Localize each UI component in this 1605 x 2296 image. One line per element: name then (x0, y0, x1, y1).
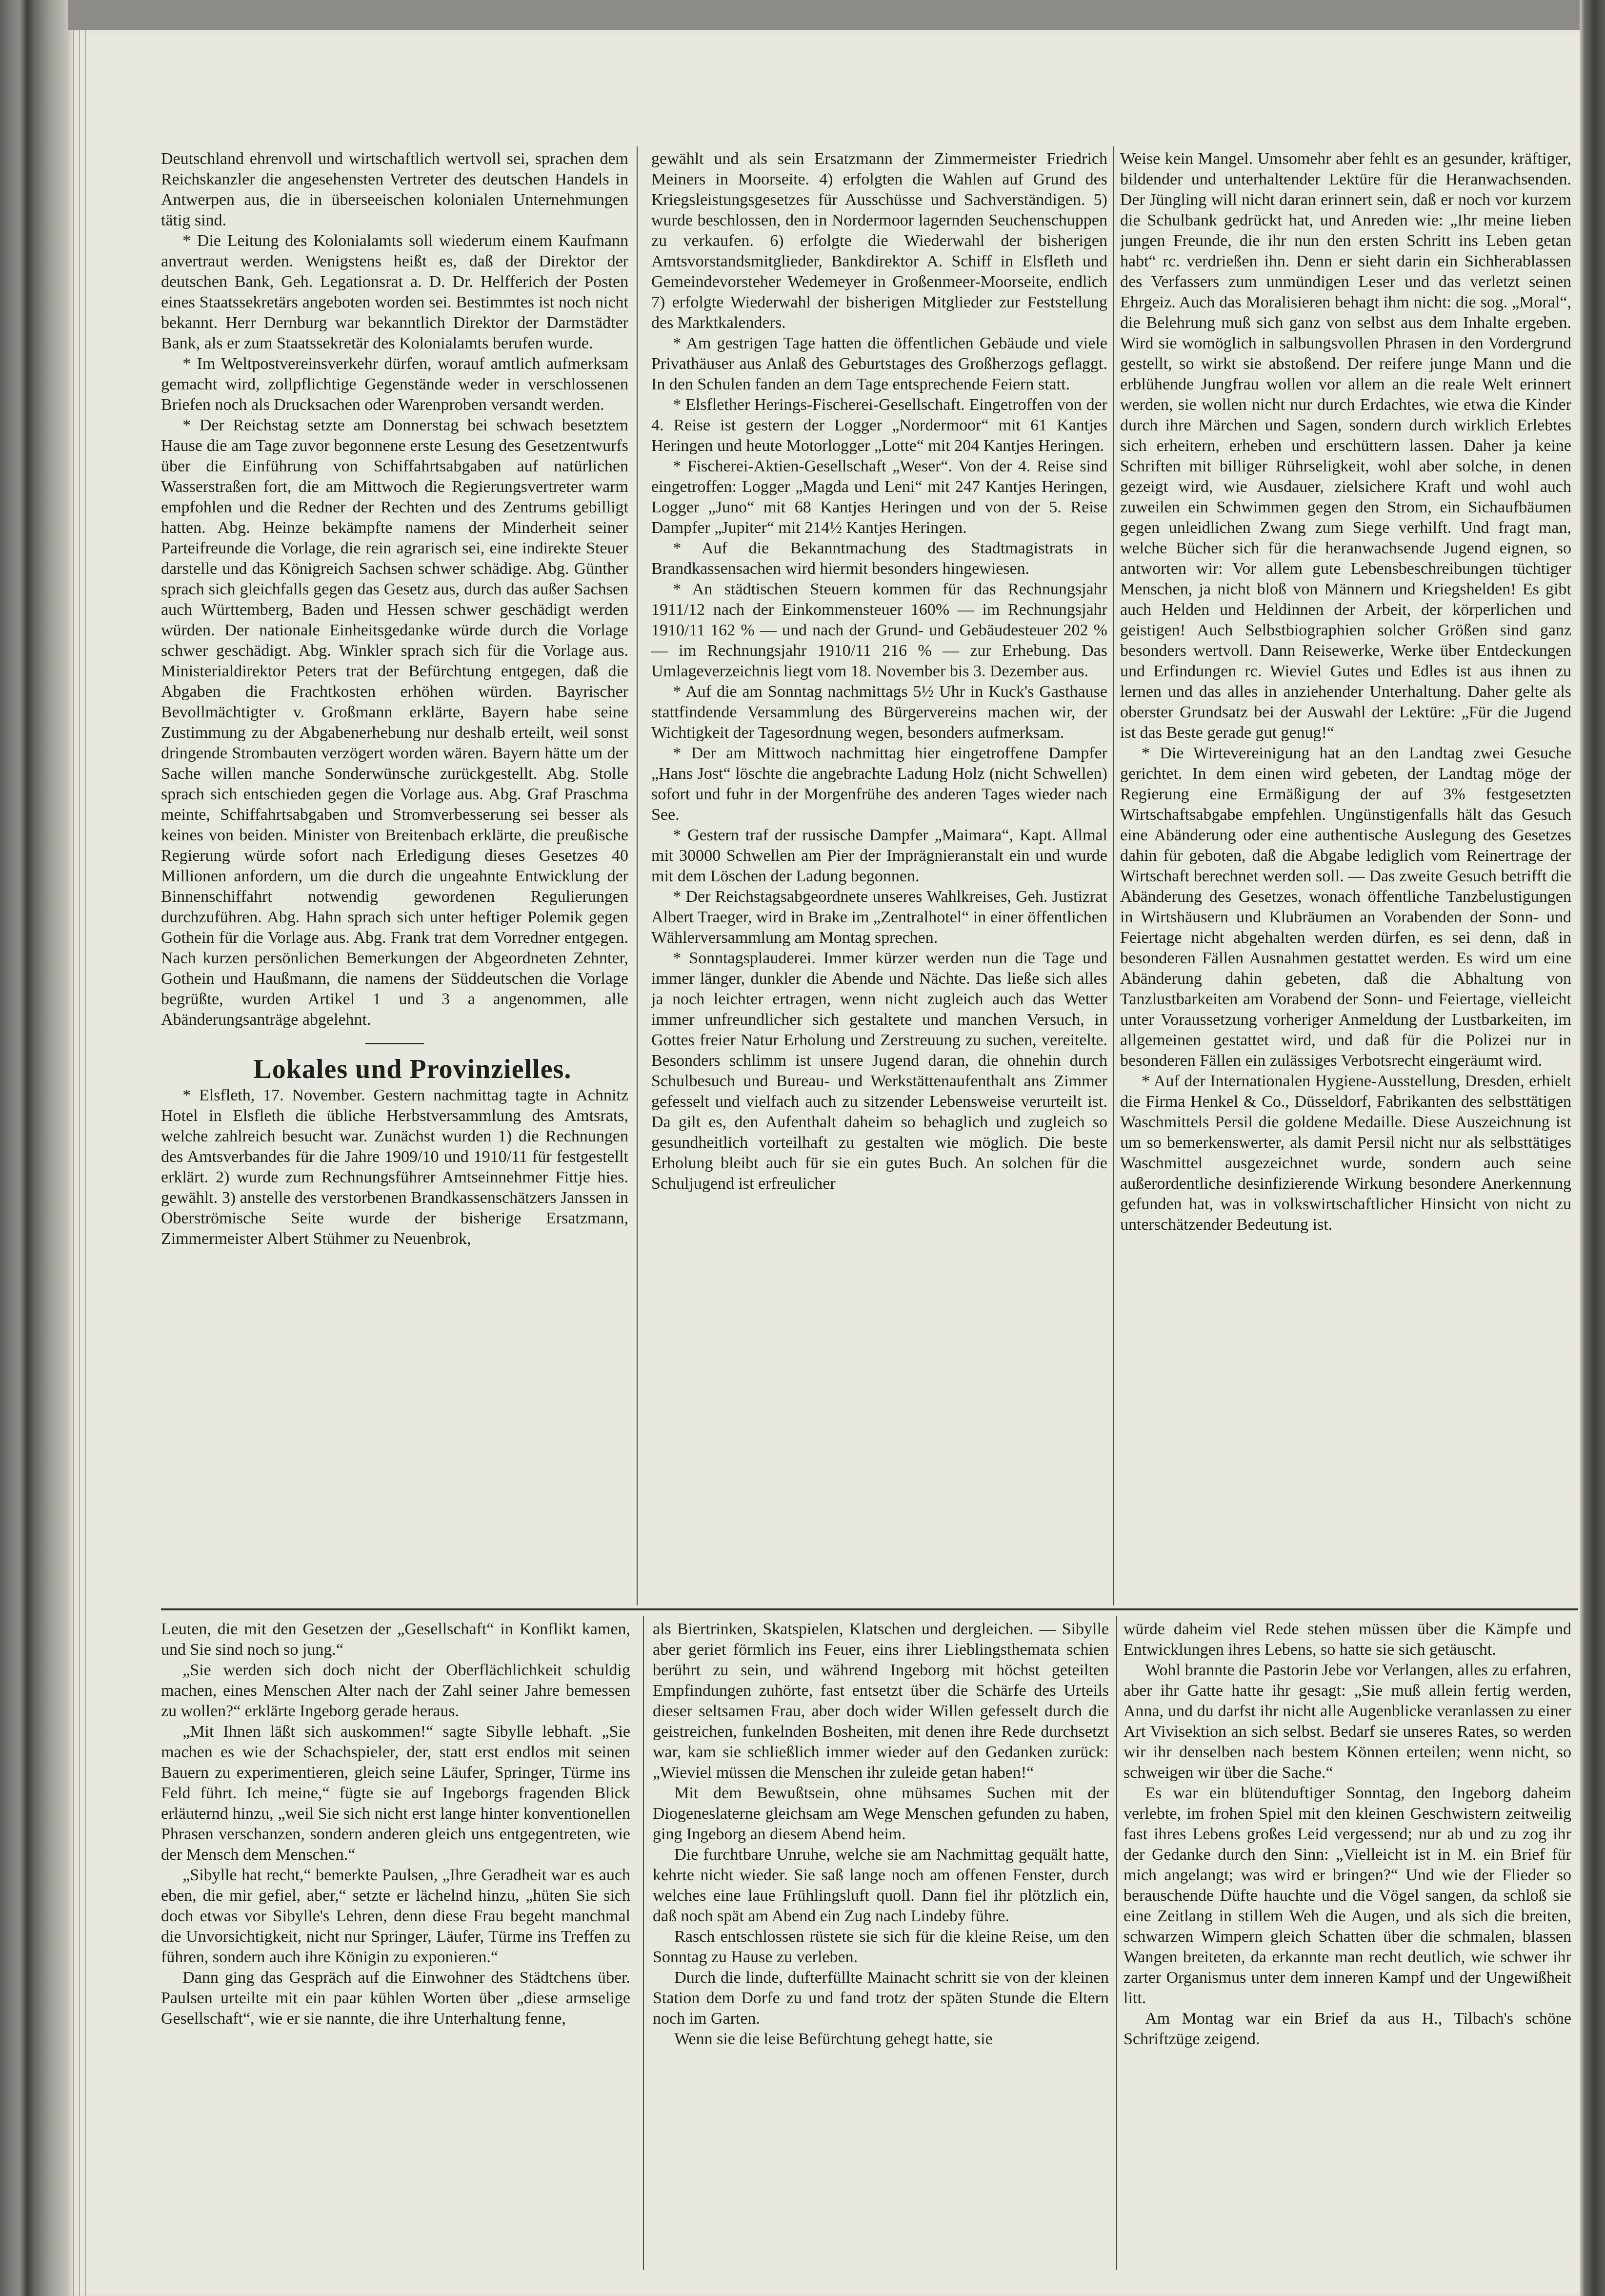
column-rule (1116, 1616, 1117, 2270)
feuilleton-paragraph: würde daheim viel Rede stehen müssen über die Kämpfe und Entwicklungen ihres Lebens, so hatte sie sich getäuscht. (1124, 1620, 1571, 1659)
column-rule (643, 1616, 644, 2270)
feuilleton-paragraph: Am Montag war ein Brief da aus H., Tilbach's schöne Schriftzüge zeigend. (1124, 2010, 1571, 2048)
feuilleton-column-1 (161, 1619, 630, 2271)
feuilleton-paragraph: „Sibylle hat recht,“ bemerkte Paulsen, „Ihre Geradheit war es auch eben, die mir gefiel, aber,“ setzte er lächelnd hinzu, „hüten Sie sich doch etwas vor Sibylle's Lehren, denn diese Frau begeht manchmal die Unvorsichtigkeit, nicht nur Springer, Läufer, Türme ins Treffen zu führen, sondern auch ihre Königin zu exponieren.“ (161, 1866, 630, 1966)
news-paragraph: * Auf die Bekanntmachung des Stadtmagistrats in Brandkassensachen wird hiermit besonders hingewiesen. (651, 539, 1107, 578)
news-paragraph: * Auf der Internationalen Hygiene-Ausstellung, Dresden, erhielt die Firma Henkel & Co., Düsseldorf, Fabrikanten des selbsttätigen Waschmittels Persil die goldene Medaille. Diese Auszeichnung ist um so bemerkenswerter, als damit Persil nicht nur als selbsttätiges Waschmittel ausgezeichnet wurde, sondern auch seine außerordentliche desinfizierende Wirkung besondere Anerkennung gefunden hat, was in volkswirtschaftlicher Hinsicht von nicht zu unterschätzender Bedeutung ist. (1120, 1072, 1571, 1234)
section-heading: Lokales und Provinzielles. (253, 1054, 572, 1084)
news-paragraph: * Elsflether Herings-Fischerei-Gesellschaft. Eingetroffen von der 4. Reise ist gestern der Logger „Nordermoor“ mit 61 Kantjes Heringen und heute Motorlogger „Lotte“ mit 204 Kantjes Heringen. (651, 396, 1107, 455)
news-column-1 (161, 149, 628, 1605)
news-paragraph: * Am gestrigen Tage hatten die öffentlichen Gebäude und viele Privathäuser aus Anlaß des Geburtstages des Großherzogs geflaggt. In den Schulen fanden an dem Tage entsprechende Feiern statt. (651, 334, 1107, 393)
feuilleton-paragraph: Wenn sie die leise Befürchtung gehegt hatte, sie (674, 2030, 993, 2048)
feuilleton-paragraph: Rasch entschlossen rüstete sie sich für die kleine Reise, um den Sonntag zu Hause zu verleben. (653, 1928, 1109, 1966)
feuilleton-paragraph: Mit dem Bewußtsein, ohne mühsames Suchen mit der Diogeneslaterne gleichsam am Wege Menschen gefunden zu haben, ging Ingeborg an diesem Abend heim. (653, 1784, 1109, 1843)
news-paragraph: * Im Weltpostvereinsverkehr dürfen, worauf amtlich aufmerksam gemacht wird, zollpflichtige Gegenstände weder in verschlossenen Briefen noch als Drucksachen oder Warenproben versandt werden. (161, 355, 628, 414)
feuilleton-paragraph: Durch die linde, dufterfüllte Mainacht schritt sie von der kleinen Station dem Dorfe zu und fand trotz der späten Stunde die Eltern noch im Garten. (653, 1969, 1109, 2028)
news-paragraph: * Die Wirtevereinigung hat an den Landtag zwei Gesuche gerichtet. In dem einen wird gebeten, der Landtag möge der Regierung eine Ermäßigung der auf 3% festgesetzten Wirtschaftsabgabe empfehlen. Ungünstigenfalls hält das Gesuch eine Abänderung oder eine authentische Auslegung des Gesetzes dahin für geboten, daß die Abgabe lediglich vom Reinertrage der Wirtschaft berechnet werden soll. — Das zweite Gesuch betrifft die Abänderung des Gesetzes, wonach öffentliche Tanzbelustigungen in Wirtshäusern und Klubräumen an Vorabenden der Sonn- und Feiertage nicht abgehalten werden dürfen, es sei denn, daß in besonderen Fällen Ausnahmen gestattet werden. Es wird um eine Abänderung dahin gebeten, daß die Abhaltung von Tanzlustbarkeiten am Vorabend der Sonn- und Feiertage, vielleicht unter Voraussetzung vorheriger Anmeldung der Lustbarkeiten, im allgemeinen gestattet wird, und daß für die Polizei nur in besonderen Fällen ein zulässiges Verbotsrecht eingeräumt wird. (1120, 744, 1571, 1070)
page-stack-edge (85, 30, 86, 2296)
feuilleton-column-2 (653, 1619, 1109, 2271)
feuilleton-paragraph: „Mit Ihnen läßt sich auskommen!“ sagte Sibylle lebhaft. „Sie machen es wie der Schachspieler, der, statt erst endlos mit seinen Bauern zu experimentieren, gleich seine Läufer, Springer, Türme ins Feld führt. Ich meine,“ fügte sie auf Ingeborgs fragenden Blick erläuternd hinzu, „weil Sie sich nicht erst lange hinter konventionellen Phrasen verschanzen, sondern anderen gleich uns entgegentreten, wie der Mensch dem Menschen.“ (161, 1723, 630, 1864)
news-column-2 (651, 149, 1107, 1605)
feuilleton-paragraph: Es war ein blütenduftiger Sonntag, den Ingeborg daheim verlebte, im frohen Spiel mit den kleinen Geschwistern zeitweilig fast ihres Lebens großes Leid vergessend; nur ab und zu zog ihr der Gedanke durch den Sinn: „Vielleicht ist in M. ein Brief für mich angelangt; was wird er bringen?“ Und wie der Flieder so berauschende Düfte hauchte und die Vögel sangen, da schloß sie eine Zeitlang in stillem Weh die Augen, und als sich die breiten, schwarzen Wimpern gleich Schatten über die schmalen, blassen Wangen breiteten, da erkannte man recht deutlich, wie schwer ihr zarter Organismus unter dem inneren Kampf und der Ungewißheit litt. (1124, 1784, 1571, 2007)
news-paragraph: Deutschland ehrenvoll und wirtschaftlich wertvoll sei, sprachen dem Reichskanzler die angesehensten Vertreter des deutschen Handels in Antwerpen aus, die in überseeischen kolonialen Unternehmungen tätig sind. (161, 150, 628, 229)
column-rule (1113, 146, 1114, 1605)
feuilleton-paragraph: „Sie werden sich doch nicht der Oberflächlichkeit schuldig machen, eines Menschen Alter nach der Zahl seiner Jahre bemessen zu wollen?“ erklärte Ingeborg gerade heraus. (161, 1661, 630, 1720)
news-paragraph: * Der Reichstagsabgeordnete unseres Wahlkreises, Geh. Justizrat Albert Traeger, wird in Brake im „Zentralhotel“ in einer öffentlichen Wählerversammlung am Montag sprechen. (651, 888, 1107, 947)
next-page-edge (1580, 0, 1605, 2296)
feuilleton-paragraph: Leuten, die mit den Gesetzen der „Gesellschaft“ in Konflikt kamen, und Sie sind noch so jung.“ (161, 1620, 630, 1659)
news-paragraph: * Die Leitung des Kolonialamts soll wiederum einem Kaufmann anvertraut werden. Wenigstens heißt es, daß der Direktor der deutschen Bank, Geh. Legationsrat a. D. Dr. Helfferich der Posten eines Staatssekretärs angeboten worden sei. Bestimmtes ist noch nicht bekannt. Herr Dernburg war bekanntlich Direktor der Darmstädter Bank, als er zum Staatssekretär des Kolonialamts berufen wurde. (161, 232, 628, 352)
news-paragraph: Weise kein Mangel. Umsomehr aber fehlt es an gesunder, kräftiger, bildender und unterhaltender Lektüre für die Heranwachsenden. Der Jüngling will nicht daran erinnert sein, daß er noch vor kurzem die Schulbank gedrückt hat, und Anreden wie: „Ihr meine lieben jungen Freunde, die ihr nun den ersten Schritt ins Leben getan habt“ rc. verdrießen ihn. Denn er sieht darin ein Sichherablassen des Verfassers zum unmündigen Leser und das verletzt seinen Ehrgeiz. Auch das Moralisieren behagt ihm nicht: die sog. „Moral“, die Belehrung muß sich ganz von selbst aus dem Inhalte ergeben. Wird sie womöglich in salbungsvollen Phrasen in den Vordergrund gestellt, so wirkt sie abstoßend. Der reifere junge Mann und die erblühende Jungfrau wollen vor allem an die reale Welt erinnert werden, sie wollen nicht nur durch Erdachtes, wie etwa die Kinder durch ihre Märchen und Sagen, sondern durch wirklich Erlebtes sich erheitern, erheben und erschüttern lassen. Daher ja keine Schriften mit billiger Rührseligkeit, wohl aber solche, in denen gezeigt wird, wie Ausdauer, zielsichere Kraft und wohl auch zuweilen ein Schwimmen gegen den Strom, ein Sichaufbäumen gegen unleidlichen Zwang zum Siege verhilft. Und fragt man, welche Bücher sich für die heranwachsende Jugend eignen, so antworten wir: Vor allem gute Lebensbeschreibungen tüchtiger Menschen, ja nicht bloß von Männern und Kriegshelden! Es gibt auch Helden und Heldinnen der Arbeit, der körperlichen und geistigen! Auch Selbstbiographien solcher Größen sind ganz besonders wertvoll. Dann Reisewerke, Werke über Entdeckungen und Erfindungen rc. Wieviel Gutes und Edles ist aus ihnen zu lernen und das alles in anziehender Unterhaltung. Daher gelte als oberster Grundsatz bei der Auswahl der Lektüre: „Für die Jugend ist das Beste gerade gut genug!“ (1120, 150, 1571, 742)
news-paragraph: * Sonntagsplauderei. Immer kürzer werden nun die Tage und immer länger, dunkler die Abende und Nächte. Das ließe sich alles ja noch leichter ertragen, wenn nicht zugleich auch das Wetter immer unfreundlicher sich gestaltete und manchen Versuch, in Gottes freier Natur Erholung und Zerstreuung zu suchen, vereitelte. Besonders schlimm ist unsere Jugend daran, die ohnehin durch Schulbesuch und Bureau- und Werkstättenaufenthalt ans Zimmer gefesselt und vielfach auch zu sitzender Lebensweise verurteilt ist. Da gilt es, den Aufenthalt daheim so behaglich und zugleich so gesundheitlich vorteilhaft zu gestalten wie möglich. Die beste Erholung bleibt auch für sie ein gutes Buch. An solchen für die Schuljugend ist erfreulicher (651, 949, 1107, 1193)
news-paragraph: * Der am Mittwoch nachmittag hier eingetroffene Dampfer „Hans Jost“ löschte die angebrachte Ladung Holz (nicht Schwellen) sofort und fuhr in der Morgenfrühe des anderen Tages wieder nach See. (651, 744, 1107, 824)
news-paragraph: gewählt und als sein Ersatzmann der Zimmermeister Friedrich Meiners in Moorseite. 4) erfolgten die Wahlen auf Grund des Kriegsleistungsgesetzes für Ausschüsse und Sachverständigen. 5) wurde beschlossen, den in Nordermoor lagernden Seuchenschuppen zu verkaufen. 6) erfolgte die Wiederwahl der bisherigen Amtsvorstandsmitglieder, Bankdirektor A. Schiff in Elsfleth und Gemeindevorsteher Wedemeyer in Großenmeer-Moorseite, endlich 7) erfolgte Wiederwahl der bisherigen Mitglieder zur Feststellung des Marktkalenders. (651, 150, 1107, 332)
book-binding-edge (0, 0, 68, 2296)
feuilleton-divider-rule (161, 1608, 1578, 1610)
news-paragraph: * Der Reichstag setzte am Donnerstag bei schwach besetztem Hause die am Tage zuvor begonnene erste Lesung des Gesetzentwurfs über die Einführung von Schiffahrtsabgaben auf natürlichen Wasserstraßen fort, die am Mittwoch die Regierungsvertreter warm empfohlen und die Redner der Rechten und des Zentrums gebilligt hatten. Abg. Heinze bekämpfte namens der Minderheit seiner Parteifreunde die Vorlage, die rein agrarisch sei, eine indirekte Steuer darstelle und das Königreich Sachsen schwer schädige. Abg. Günther sprach sich gleichfalls gegen das Gesetz aus, durch das außer Sachsen auch Württemberg, Baden und Hessen schwer geschädigt werden würden. Der nationale Einheitsgedanke würde durch die Vorlage schwer geschädigt. Abg. Winkler sprach sich für die Vorlage aus. Ministerialdirektor Peters trat der Befürchtung entgegen, daß die Abgaben die Frachtkosten erhöhen würden. Bayrischer Bevollmächtigter v. Großmann erklärte, Bayern habe seine Zustimmung zu der Abgabenerhebung nur deshalb erteilt, weil sonst dringende Strombauten verzögert worden wären. Bayern hätte um der Sache willen manche Sonderwünsche zurückgestellt. Abg. Stolle sprach sich entschieden gegen die Vorlage aus. Abg. Graf Praschma meinte, Schiffahrtsabgaben und Stromverbesserung sei besser als keines von beiden. Minister von Breitenbach erklärte, die preußische Regierung würde sofort nach Erledigung dieses Gesetzes 40 Millionen anfordern, um die durch die ungeahnte Entwicklung der Binnenschiffahrt notwendig gewordenen Regulierungen durchzuführen. Abg. Hahn sprach sich unter heftiger Polemik gegen Gothein für die Vorlage aus. Abg. Frank trat dem Vorredner entgegen. Nach kurzen persönlichen Bemerkungen der Abgeordneten Zehnter, Gothein und Haußmann, die namens der Süddeutschen die Vorlage begrüßte, wurden Artikel 1 und 3 a angenommen, alle Abänderungsanträge abgelehnt. (161, 416, 628, 1029)
news-column-3 (1120, 149, 1571, 1605)
feuilleton-paragraph: Die furchtbare Unruhe, welche sie am Nachmittag gequält hatte, kehrte nicht wieder. Sie saß lange noch am offenen Fenster, durch welches eine laue Frühlingsluft quoll. Dann fiel ihr plötzlich ein, daß noch spät am Abend ein Zug nach Lindeby führe. (653, 1846, 1109, 1925)
page-stack-edge (79, 30, 80, 2296)
page-stack-edge (73, 30, 74, 2296)
feuilleton-paragraph: Wohl brannte die Pastorin Jebe vor Verlangen, alles zu erfahren, aber ihr Gatte hatte ihr gesagt: „Sie muß allein fertig werden, Anna, und du darfst ihr nicht alle Augenblicke veranlassen zu einer Art Vivisektion an sich selbst. Bedarf sie unseres Rates, so werden wir ihr denselben nach bestem Können erteilen; wenn nicht, so schweigen wir über die Sache.“ (1124, 1661, 1571, 1782)
feuilleton-paragraph: Dann ging das Gespräch auf die Einwohner des Städtchens über. Paulsen urteilte mit ein paar kühlen Worten über „diese armselige Gesellschaft“, wie er sie nannte, die ihre Unterhaltung fenne, (161, 1969, 630, 2028)
news-paragraph: * Auf die am Sonntag nachmittags 5½ Uhr in Kuck's Gasthause stattfindende Versammlung des Bürgervereins machen wir, der Wichtigkeit der Tagesordnung wegen, besonders aufmerksam. (651, 683, 1107, 742)
news-paragraph: * Fischerei-Aktien-Gesellschaft „Weser“. Von der 4. Reise sind eingetroffen: Logger „Magda und Leni“ mit 247 Kantjes Heringen, Logger „Juno“ mit 68 Kantjes Heringen und von der 5. Reise Dampfer „Jupiter“ mit 214½ Kantjes Heringen. (651, 457, 1107, 537)
news-paragraph: * Elsfleth, 17. November. Gestern nachmittag tagte in Achnitz Hotel in Elsfleth die übliche Herbstversammlung des Amtsrats, welche zahlreich besucht war. Zunächst wurden 1) die Rechnungen des Amtsverbandes für die Jahre 1909/10 und 1910/11 für festgestellt erklärt. 2) wurde zum Rechnungsführer Amtseinnehmer Fittje hies. gewählt. 3) anstelle des verstorbenen Brandkassenschätzers Janssen in Oberströmische Seite wurde der bisherige Ersatzmann, Zimmermeister Albert Stühmer zu Neuenbrok, (161, 1086, 628, 1248)
news-paragraph: * Gestern traf der russische Dampfer „Maimara“, Kapt. Allmal mit 30000 Schwellen am Pier der Imprägnieranstalt ein und wurde mit dem Löschen der Ladung begonnen. (651, 826, 1107, 885)
column-rule (637, 146, 638, 1605)
feuilleton-paragraph: als Biertrinken, Skatspielen, Klatschen und dergleichen. — Sibylle aber geriet förmlich ins Feuer, eins ihrer Lieblingsthemata schien berührt zu sein, und während Ingeborg mit höchst geteilten Empfindungen zuhörte, fast entsetzt über die Schärfe des Urteils dieser seltsamen Frau, aber doch wider Willen gefesselt durch die geistreichen, funkelnden Bosheiten, mit denen ihre Rede durchsetzt war, kam sie schließlich immer wieder auf den Gedanken zurück: „Wieviel müssen die Menschen ihr zuleide getan haben!“ (653, 1620, 1109, 1782)
news-paragraph: * An städtischen Steuern kommen für das Rechnungsjahr 1911/12 nach der Einkommensteuer 160% — im Rechnungsjahr 1910/11 162 % — und nach der Grund- und Gebäudesteuer 202 % — im Rechnungsjahr 1910/11 216 % — zur Erhebung. Das Umlageverzeichnis liegt vom 18. November bis 3. Dezember aus. (651, 580, 1107, 680)
section-divider (365, 1043, 424, 1044)
feuilleton-column-3 (1124, 1619, 1571, 2271)
